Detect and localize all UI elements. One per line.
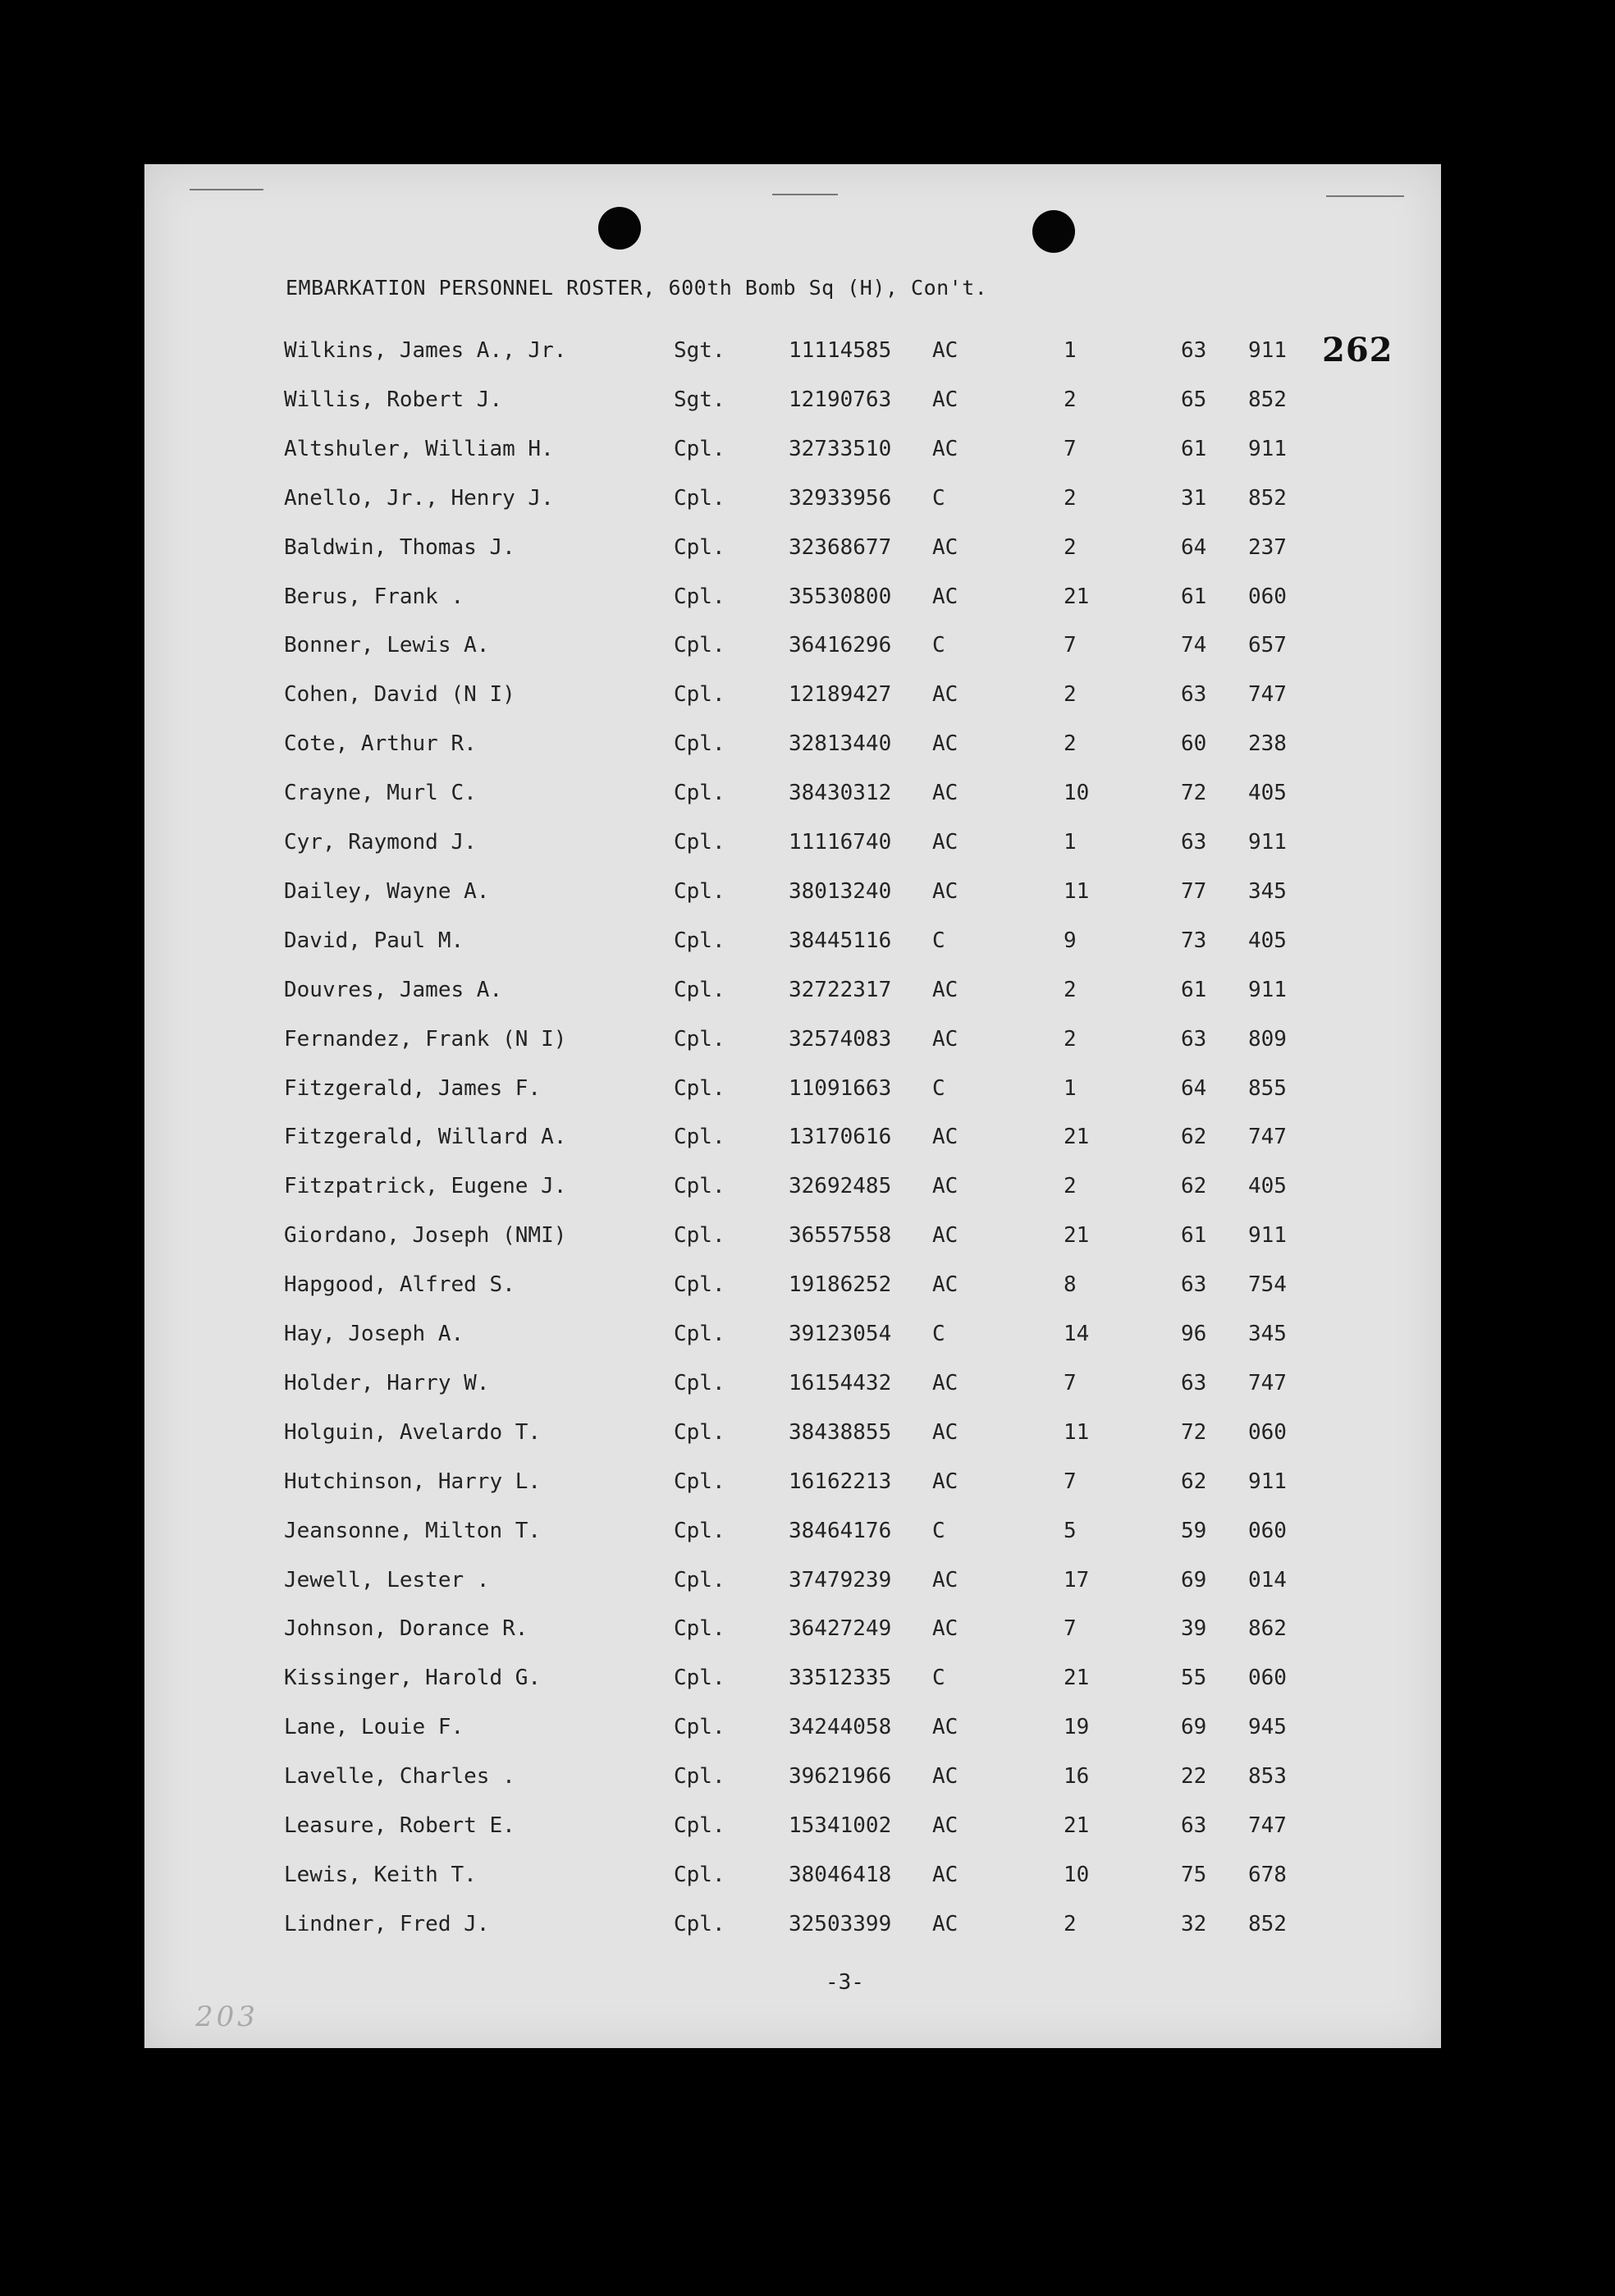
roster-serial-number: 36427249 — [789, 1616, 892, 1641]
table-row — [144, 437, 1441, 470]
roster-code-b: 73 — [1181, 928, 1207, 953]
roster-rank: Cpl. — [674, 1125, 725, 1149]
roster-rank: Cpl. — [674, 1027, 725, 1052]
roster-name: Fitzpatrick, Eugene J. — [284, 1174, 567, 1198]
roster-name: Willis, Robert J. — [284, 387, 503, 412]
roster-rank: Cpl. — [674, 535, 725, 560]
roster-name: Holguin, Avelardo T. — [284, 1420, 542, 1445]
roster-rank: Cpl. — [674, 682, 725, 707]
table-row — [144, 1863, 1441, 1895]
roster-code-b: 59 — [1181, 1519, 1207, 1543]
roster-serial-number: 34244058 — [789, 1715, 892, 1739]
table-row — [144, 1813, 1441, 1846]
roster-arm: AC — [932, 1027, 958, 1052]
roster-arm: AC — [932, 535, 958, 560]
roster-code-a: 7 — [1064, 1616, 1077, 1641]
roster-serial-number: 32722317 — [789, 978, 892, 1002]
roster-code-c: 911 — [1248, 338, 1287, 363]
roster-serial-number: 12190763 — [789, 387, 892, 412]
roster-name: Fernandez, Frank (N I) — [284, 1027, 567, 1052]
table-row — [144, 1027, 1441, 1060]
roster-code-a: 7 — [1064, 1469, 1077, 1494]
roster-code-a: 7 — [1064, 1371, 1077, 1395]
roster-code-b: 65 — [1181, 387, 1207, 412]
roster-code-a: 7 — [1064, 633, 1077, 658]
table-row — [144, 1322, 1441, 1354]
roster-code-a: 11 — [1064, 879, 1090, 904]
punch-hole-right — [1032, 210, 1075, 253]
roster-arm: C — [932, 633, 945, 658]
roster-code-b: 60 — [1181, 731, 1207, 756]
roster-name: Johnson, Dorance R. — [284, 1616, 528, 1641]
table-row — [144, 1223, 1441, 1256]
roster-arm: AC — [932, 1616, 958, 1641]
roster-code-c: 060 — [1248, 1666, 1287, 1690]
page-number: -3- — [826, 1970, 864, 1995]
roster-code-c: 237 — [1248, 535, 1287, 560]
table-row — [144, 1420, 1441, 1453]
roster-code-c: 754 — [1248, 1272, 1287, 1297]
roster-arm: AC — [932, 1272, 958, 1297]
roster-header: EMBARKATION PERSONNEL ROSTER, 600th Bomb Sq (H), Con't. — [286, 276, 988, 300]
roster-name: Hutchinson, Harry L. — [284, 1469, 542, 1494]
roster-name: Lewis, Keith T. — [284, 1863, 477, 1887]
roster-code-b: 61 — [1181, 978, 1207, 1002]
roster-arm: AC — [932, 387, 958, 412]
roster-code-b: 63 — [1181, 1371, 1207, 1395]
roster-code-b: 69 — [1181, 1568, 1207, 1593]
roster-serial-number: 38464176 — [789, 1519, 892, 1543]
roster-name: Anello, Jr., Henry J. — [284, 486, 554, 511]
roster-code-c: 852 — [1248, 486, 1287, 511]
roster-name: Cote, Arthur R. — [284, 731, 477, 756]
roster-code-b: 64 — [1181, 535, 1207, 560]
roster-serial-number: 32574083 — [789, 1027, 892, 1052]
roster-arm: AC — [932, 1420, 958, 1445]
roster-name: Lindner, Fred J. — [284, 1912, 490, 1936]
table-row — [144, 731, 1441, 764]
roster-rank: Cpl. — [674, 978, 725, 1002]
roster-code-a: 5 — [1064, 1519, 1077, 1543]
roster-rank: Cpl. — [674, 486, 725, 511]
table-row — [144, 830, 1441, 863]
table-row — [144, 486, 1441, 519]
roster-code-b: 62 — [1181, 1469, 1207, 1494]
table-row — [144, 633, 1441, 666]
roster-code-a: 1 — [1064, 338, 1077, 363]
roster-name: Lane, Louie F. — [284, 1715, 464, 1739]
roster-arm: C — [932, 1519, 945, 1543]
roster-arm: AC — [932, 1912, 958, 1936]
roster-code-a: 2 — [1064, 978, 1077, 1002]
roster-serial-number: 15341002 — [789, 1813, 892, 1838]
roster-arm: C — [932, 1666, 945, 1690]
roster-code-a: 17 — [1064, 1568, 1090, 1593]
roster-arm: AC — [932, 1715, 958, 1739]
roster-code-a: 2 — [1064, 731, 1077, 756]
roster-arm: AC — [932, 830, 958, 855]
roster-code-c: 060 — [1248, 584, 1287, 609]
roster-serial-number: 19186252 — [789, 1272, 892, 1297]
roster-rank: Sgt. — [674, 387, 725, 412]
roster-serial-number: 38046418 — [789, 1863, 892, 1887]
roster-code-b: 62 — [1181, 1174, 1207, 1198]
roster-arm: C — [932, 1322, 945, 1346]
roster-code-c: 014 — [1248, 1568, 1287, 1593]
roster-name: Kissinger, Harold G. — [284, 1666, 542, 1690]
roster-rank: Cpl. — [674, 584, 725, 609]
roster-arm: C — [932, 486, 945, 511]
roster-code-c: 678 — [1248, 1863, 1287, 1887]
roster-rank: Cpl. — [674, 1469, 725, 1494]
table-row — [144, 1469, 1441, 1502]
roster-arm: AC — [932, 1174, 958, 1198]
roster-name: Crayne, Murl C. — [284, 781, 477, 805]
roster-arm: C — [932, 1076, 945, 1101]
roster-serial-number: 32813440 — [789, 731, 892, 756]
table-row — [144, 682, 1441, 715]
roster-code-c: 657 — [1248, 633, 1287, 658]
page-stamp-number: 262 — [1322, 331, 1393, 369]
margin-mark — [1326, 195, 1404, 197]
roster-code-a: 16 — [1064, 1764, 1090, 1789]
roster-rank: Cpl. — [674, 1863, 725, 1887]
roster-code-b: 77 — [1181, 879, 1207, 904]
roster-serial-number: 39621966 — [789, 1764, 892, 1789]
table-row — [144, 535, 1441, 568]
table-row — [144, 781, 1441, 813]
table-row — [144, 1912, 1441, 1945]
roster-code-a: 10 — [1064, 1863, 1090, 1887]
margin-mark — [190, 189, 263, 190]
roster-code-a: 21 — [1064, 1666, 1090, 1690]
table-row — [144, 1568, 1441, 1601]
table-row — [144, 978, 1441, 1011]
roster-code-a: 1 — [1064, 830, 1077, 855]
roster-rank: Cpl. — [674, 928, 725, 953]
roster-code-b: 32 — [1181, 1912, 1207, 1936]
roster-code-a: 2 — [1064, 387, 1077, 412]
roster-name: Leasure, Robert E. — [284, 1813, 515, 1838]
roster-code-a: 19 — [1064, 1715, 1090, 1739]
roster-arm: AC — [932, 1863, 958, 1887]
roster-code-b: 63 — [1181, 1027, 1207, 1052]
table-row — [144, 1764, 1441, 1797]
roster-code-c: 853 — [1248, 1764, 1287, 1789]
roster-rank: Cpl. — [674, 1568, 725, 1593]
roster-code-b: 72 — [1181, 1420, 1207, 1445]
roster-rank: Cpl. — [674, 1666, 725, 1690]
roster-rank: Cpl. — [674, 1174, 725, 1198]
table-row — [144, 387, 1441, 420]
roster-arm: AC — [932, 781, 958, 805]
table-row — [144, 928, 1441, 961]
roster-code-b: 61 — [1181, 1223, 1207, 1248]
roster-code-a: 21 — [1064, 1125, 1090, 1149]
roster-code-a: 2 — [1064, 682, 1077, 707]
roster-arm: AC — [932, 1371, 958, 1395]
roster-code-c: 852 — [1248, 387, 1287, 412]
roster-code-b: 74 — [1181, 633, 1207, 658]
table-row — [144, 1519, 1441, 1551]
roster-arm: AC — [932, 682, 958, 707]
roster-code-a: 9 — [1064, 928, 1077, 953]
roster-code-a: 2 — [1064, 1912, 1077, 1936]
roster-rank: Cpl. — [674, 1519, 725, 1543]
roster-name: Bonner, Lewis A. — [284, 633, 490, 658]
roster-code-b: 61 — [1181, 584, 1207, 609]
table-row — [144, 1174, 1441, 1207]
table-row — [144, 338, 1441, 371]
roster-code-c: 809 — [1248, 1027, 1287, 1052]
roster-code-a: 2 — [1064, 486, 1077, 511]
roster-code-c: 405 — [1248, 781, 1287, 805]
roster-rank: Cpl. — [674, 1912, 725, 1936]
roster-code-a: 21 — [1064, 1223, 1090, 1248]
roster-code-c: 911 — [1248, 437, 1287, 461]
roster-code-c: 747 — [1248, 1125, 1287, 1149]
roster-code-c: 911 — [1248, 1469, 1287, 1494]
roster-code-c: 405 — [1248, 1174, 1287, 1198]
roster-code-c: 345 — [1248, 879, 1287, 904]
roster-name: Lavelle, Charles . — [284, 1764, 515, 1789]
roster-code-b: 63 — [1181, 682, 1207, 707]
roster-name: Jeansonne, Milton T. — [284, 1519, 542, 1543]
roster-arm: AC — [932, 1813, 958, 1838]
roster-name: Wilkins, James A., Jr. — [284, 338, 567, 363]
table-row — [144, 1616, 1441, 1649]
roster-code-b: 31 — [1181, 486, 1207, 511]
table-row — [144, 1371, 1441, 1404]
roster-code-b: 69 — [1181, 1715, 1207, 1739]
document-page — [144, 164, 1441, 2048]
roster-rank: Cpl. — [674, 781, 725, 805]
roster-rank: Cpl. — [674, 1371, 725, 1395]
roster-name: Giordano, Joseph (NMI) — [284, 1223, 567, 1248]
roster-rank: Cpl. — [674, 1616, 725, 1641]
roster-rank: Cpl. — [674, 1715, 725, 1739]
roster-name: David, Paul M. — [284, 928, 464, 953]
roster-rank: Cpl. — [674, 1272, 725, 1297]
roster-name: Dailey, Wayne A. — [284, 879, 490, 904]
roster-code-b: 64 — [1181, 1076, 1207, 1101]
roster-name: Baldwin, Thomas J. — [284, 535, 515, 560]
roster-code-a: 8 — [1064, 1272, 1077, 1297]
roster-code-c: 911 — [1248, 978, 1287, 1002]
roster-rank: Cpl. — [674, 879, 725, 904]
roster-code-a: 11 — [1064, 1420, 1090, 1445]
roster-code-b: 55 — [1181, 1666, 1207, 1690]
roster-serial-number: 38445116 — [789, 928, 892, 953]
roster-arm: AC — [932, 584, 958, 609]
margin-mark — [772, 194, 838, 195]
roster-code-b: 63 — [1181, 338, 1207, 363]
roster-rank: Cpl. — [674, 1764, 725, 1789]
table-row — [144, 1715, 1441, 1748]
roster-arm: AC — [932, 731, 958, 756]
table-row — [144, 1076, 1441, 1109]
roster-code-b: 75 — [1181, 1863, 1207, 1887]
roster-code-c: 747 — [1248, 1813, 1287, 1838]
roster-code-c: 945 — [1248, 1715, 1287, 1739]
roster-code-c: 747 — [1248, 1371, 1287, 1395]
roster-arm: C — [932, 928, 945, 953]
roster-rank: Cpl. — [674, 1076, 725, 1101]
roster-code-a: 14 — [1064, 1322, 1090, 1346]
roster-serial-number: 16154432 — [789, 1371, 892, 1395]
roster-code-c: 855 — [1248, 1076, 1287, 1101]
roster-serial-number: 37479239 — [789, 1568, 892, 1593]
roster-code-b: 39 — [1181, 1616, 1207, 1641]
roster-serial-number: 11091663 — [789, 1076, 892, 1101]
roster-code-c: 060 — [1248, 1420, 1287, 1445]
roster-rank: Cpl. — [674, 830, 725, 855]
roster-rank: Cpl. — [674, 1813, 725, 1838]
roster-code-b: 63 — [1181, 830, 1207, 855]
roster-serial-number: 32503399 — [789, 1912, 892, 1936]
roster-code-a: 21 — [1064, 584, 1090, 609]
roster-serial-number: 38013240 — [789, 879, 892, 904]
roster-serial-number: 36416296 — [789, 633, 892, 658]
roster-code-b: 63 — [1181, 1272, 1207, 1297]
roster-serial-number: 33512335 — [789, 1666, 892, 1690]
roster-name: Fitzgerald, Willard A. — [284, 1125, 567, 1149]
roster-serial-number: 38430312 — [789, 781, 892, 805]
roster-code-b: 63 — [1181, 1813, 1207, 1838]
table-row — [144, 584, 1441, 617]
roster-code-a: 2 — [1064, 1027, 1077, 1052]
roster-code-c: 747 — [1248, 682, 1287, 707]
roster-serial-number: 38438855 — [789, 1420, 892, 1445]
roster-arm: AC — [932, 437, 958, 461]
roster-code-c: 345 — [1248, 1322, 1287, 1346]
roster-code-a: 21 — [1064, 1813, 1090, 1838]
roster-name: Hay, Joseph A. — [284, 1322, 464, 1346]
roster-rank: Sgt. — [674, 338, 725, 363]
roster-arm: AC — [932, 338, 958, 363]
roster-arm: AC — [932, 1469, 958, 1494]
roster-serial-number: 16162213 — [789, 1469, 892, 1494]
roster-code-a: 7 — [1064, 437, 1077, 461]
roster-rank: Cpl. — [674, 437, 725, 461]
roster-serial-number: 12189427 — [789, 682, 892, 707]
roster-rank: Cpl. — [674, 1322, 725, 1346]
table-row — [144, 1125, 1441, 1157]
roster-serial-number: 32933956 — [789, 486, 892, 511]
roster-name: Hapgood, Alfred S. — [284, 1272, 515, 1297]
roster-serial-number: 11114585 — [789, 338, 892, 363]
roster-code-c: 911 — [1248, 1223, 1287, 1248]
roster-name: Holder, Harry W. — [284, 1371, 490, 1395]
roster-code-c: 405 — [1248, 928, 1287, 953]
roster-code-c: 911 — [1248, 830, 1287, 855]
roster-serial-number: 36557558 — [789, 1223, 892, 1248]
roster-code-c: 862 — [1248, 1616, 1287, 1641]
roster-rank: Cpl. — [674, 633, 725, 658]
punch-hole-left — [598, 207, 641, 250]
roster-code-b: 96 — [1181, 1322, 1207, 1346]
roster-code-b: 22 — [1181, 1764, 1207, 1789]
roster-name: Douvres, James A. — [284, 978, 503, 1002]
roster-serial-number: 32368677 — [789, 535, 892, 560]
roster-rank: Cpl. — [674, 731, 725, 756]
roster-code-b: 61 — [1181, 437, 1207, 461]
table-row — [144, 1272, 1441, 1305]
roster-serial-number: 35530800 — [789, 584, 892, 609]
roster-rank: Cpl. — [674, 1223, 725, 1248]
roster-arm: AC — [932, 1125, 958, 1149]
roster-serial-number: 32733510 — [789, 437, 892, 461]
roster-name: Cohen, David (N I) — [284, 682, 515, 707]
roster-rank: Cpl. — [674, 1420, 725, 1445]
roster-arm: AC — [932, 978, 958, 1002]
roster-code-b: 62 — [1181, 1125, 1207, 1149]
roster-serial-number: 32692485 — [789, 1174, 892, 1198]
roster-code-c: 852 — [1248, 1912, 1287, 1936]
table-row — [144, 879, 1441, 912]
roster-serial-number: 13170616 — [789, 1125, 892, 1149]
roster-arm: AC — [932, 1568, 958, 1593]
roster-name: Jewell, Lester . — [284, 1568, 490, 1593]
roster-code-c: 238 — [1248, 731, 1287, 756]
roster-arm: AC — [932, 1764, 958, 1789]
roster-name: Berus, Frank . — [284, 584, 464, 609]
roster-code-a: 2 — [1064, 535, 1077, 560]
roster-code-c: 060 — [1248, 1519, 1287, 1543]
roster-name: Cyr, Raymond J. — [284, 830, 477, 855]
table-row — [144, 1666, 1441, 1698]
roster-name: Fitzgerald, James F. — [284, 1076, 542, 1101]
roster-code-a: 10 — [1064, 781, 1090, 805]
roster-serial-number: 39123054 — [789, 1322, 892, 1346]
roster-arm: AC — [932, 1223, 958, 1248]
roster-arm: AC — [932, 879, 958, 904]
roster-code-a: 1 — [1064, 1076, 1077, 1101]
roster-name: Altshuler, William H. — [284, 437, 554, 461]
pencil-annotation: 203 — [195, 2000, 258, 2033]
roster-code-a: 2 — [1064, 1174, 1077, 1198]
roster-code-b: 72 — [1181, 781, 1207, 805]
roster-serial-number: 11116740 — [789, 830, 892, 855]
